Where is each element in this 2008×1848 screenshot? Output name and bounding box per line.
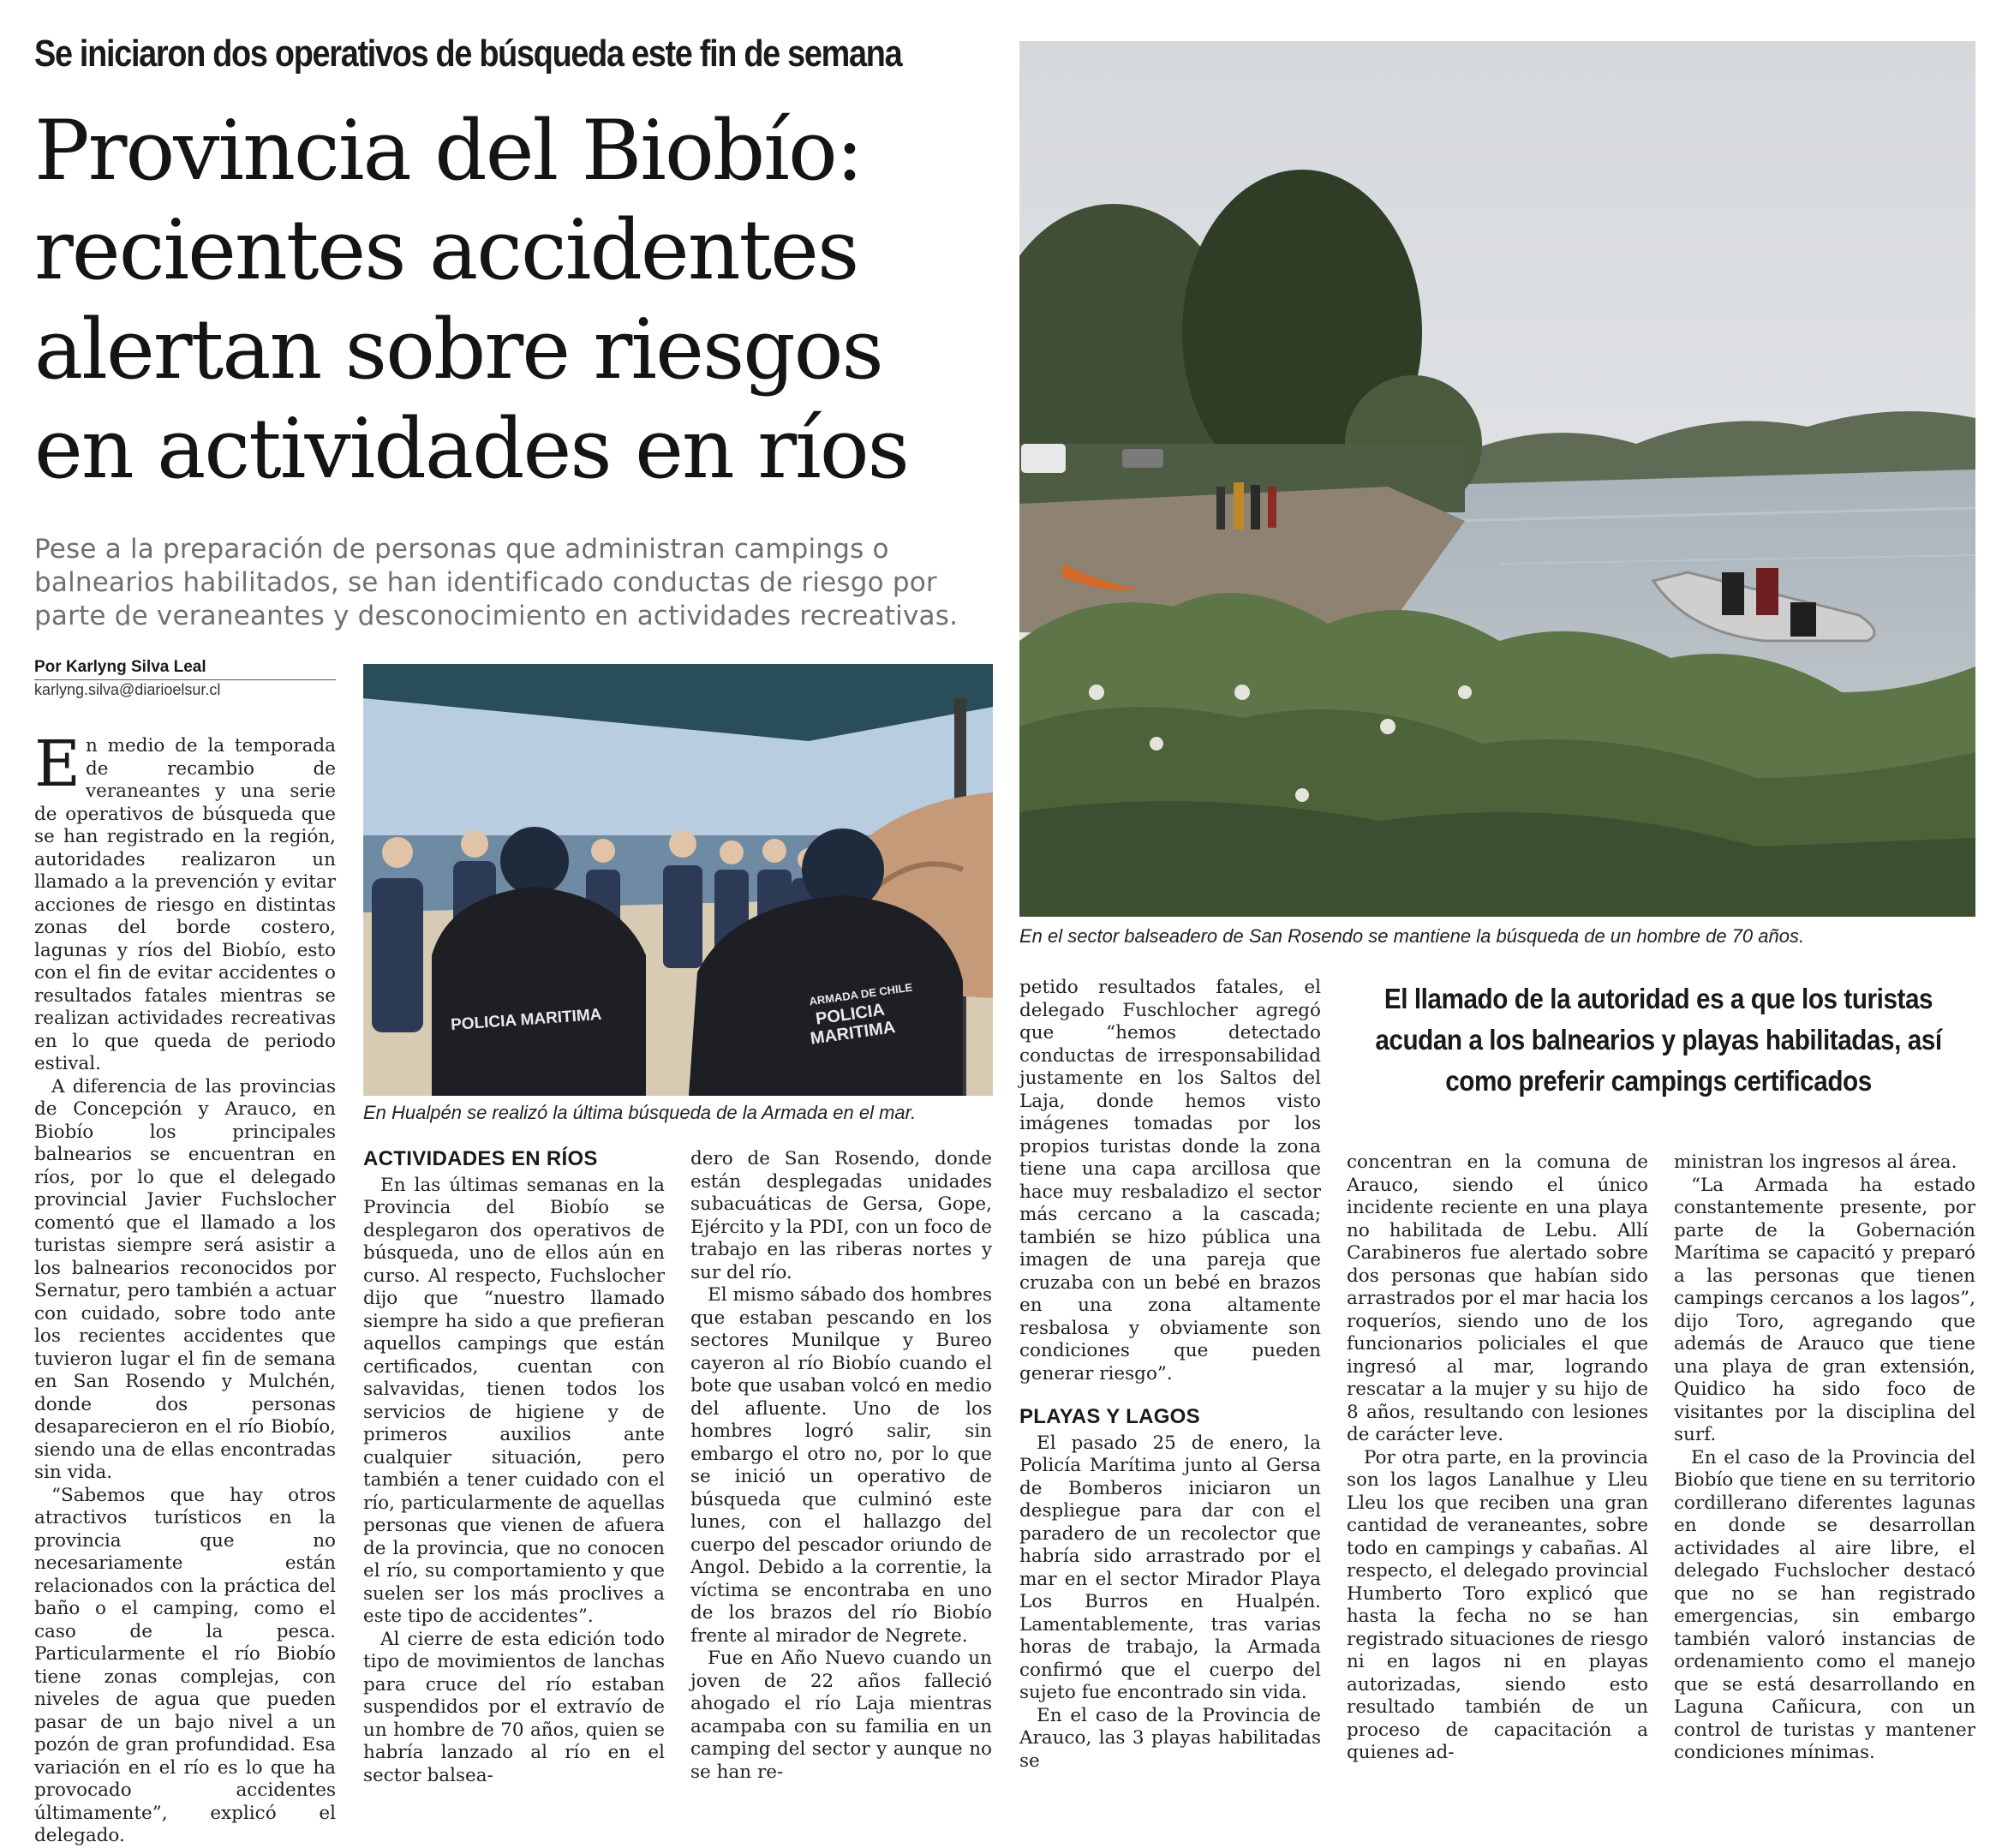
paragraph: El pasado 25 de enero, la Policía Marítima junto al Gersa de Bomberos iniciaron un despliegue para dar con el paradero de un recolector que habría sido arrastrado por el mar en el sector Mirador Playa Los Burros en Hualpén. Lamentablemente, tras varias horas de trabajo, la Armada confirmó que el cuerpo del sujeto fue encontrado sin vida. bbox=[1019, 1432, 1321, 1703]
paragraph bbox=[34, 727, 336, 1076]
paragraph: En el caso de la Provincia del Biobío que tiene en su territorio cordillerano diferentes lagunas en donde se desarrollan actividades al aire libre, el delegado Fuchslocher destacó que no se han registrado emergencias, sin embargo también valoró instancias de ordenamiento como el manejo que se está desarrollando en Laguna Cañicura, con un control de turistas y mantener condiciones mínimas. bbox=[1674, 1446, 1975, 1763]
byline: Por Karlyng Silva Leal bbox=[34, 658, 206, 676]
river-photo-illustration bbox=[1019, 41, 1975, 917]
vest-label-right-small: ARMADA DE CHILE bbox=[808, 980, 914, 1008]
paragraph: “La Armada ha estado constantemente presente, por parte de la Gobernación Marítima se capacitó y preparó a las personas que tienen campings cercanos a los lagos”, dijo Toro, agregando que además de Arauco que tiene una playa de gran extensión, Quidico ha sido foco de visitantes por la disciplina del surf. bbox=[1674, 1174, 1975, 1445]
column-5 bbox=[1347, 1151, 1648, 1765]
main-photo-caption: En el sector balseadero de San Rosendo se mantiene la búsqueda de un hombre de 70 años. bbox=[1019, 925, 1805, 947]
column-3 bbox=[690, 1148, 992, 1784]
paragraph: El mismo sábado dos hombres que estaban pescando en los sectores Munilque y Bureo cayeron al río Biobío cuando el bote que usaban volcó en medio del afluente. Uno de los hombres logró salir, sin embargo el otro no, por lo que se inició un operativo de búsqueda que culminó este lunes, con el hallazgo del cuerpo del pescador oriundo de Angol. Debido a la correntie, la víctima se encontraba en uno de los brazos del río Biobío frente al mirador de Negrete. bbox=[690, 1284, 992, 1647]
kicker: Se iniciaron dos operativos de búsqueda este fin de semana bbox=[34, 33, 902, 75]
paragraph: Al cierre de esta edición todo tipo de movimientos de lanchas para cruce del río estaban suspendidos por el extravío de un hombre de 70 años, quien se habría lanzado al río en el sector balsea- bbox=[363, 1628, 665, 1786]
subheading-playas: PLAYAS Y LAGOS bbox=[1019, 1405, 1200, 1428]
river-photo bbox=[1019, 41, 1975, 917]
paragraph: A diferencia de las provincias de Concepción y Arauco, en Biobío los principales balnearios se encuentran en ríos, por lo que el delegado provincial Javier Fuchslocher comentó que el llamado a los turistas siempre será asistir a los balnearios reconocidos por Sernatur, pero también a actuar con cuidado, sobre todo ante los recientes accidentes que tuvieron lugar el fin de semana en San Rosendo y Mulchén, donde dos personas desaparecieron en el río Biobío, siendo una de ellas encontradas sin vida. bbox=[34, 1075, 336, 1483]
second-photo-caption: En Hualpén se realizó la última búsqueda de la Armada en el mar. bbox=[363, 1102, 917, 1123]
pull-quote: El llamado de la autoridad es a que los turistas acudan a los balnearios y playas habilitadas, así como preferir campings certificados bbox=[1375, 983, 1942, 1097]
column-6 bbox=[1674, 1151, 1975, 1765]
paragraph: Por otra parte, en la provincia son los lagos Lanalhue y Lleu Lleu los que reciben una gran cantidad de veraneantes, sobre todo en campings y cabañas. Al respecto, el delegado provincial Humberto Toro explicó que hasta la fecha no se han registrado situaciones de riesgo ni en lagos ni en playas autorizadas, siendo esto resultado también de un proceso de capacitación a quienes ad- bbox=[1347, 1446, 1648, 1763]
column-4 bbox=[1019, 977, 1321, 1773]
deck: Pese a la preparación de personas que administran campings o balnearios habilitados, se han identificado conductas de riesgo por parte de veraneantes y desconocimiento en actividades recreativas. bbox=[34, 534, 959, 631]
paragraph: ministran los ingresos al área. bbox=[1674, 1151, 1957, 1173]
paragraph: En las últimas semanas en la Provincia del Biobío se desplegaron dos operativos de búsqueda, uno de ellos aún en curso. Al respecto, Fuchslocher dijo que “nuestro llamado siempre ha sido a que prefieran aquellos campings que están certificados, cuentan con salvavidas, tienen todos los servicios de higiene y de primeros auxilios ante cualquier situación, pero también a tener cuidado con el río, particularmente de aquellas personas que vienen de afuera de la provincia, que no conocen el río, su comportamiento y que suelen ser los más proclives a este tipo de accidentes”. bbox=[363, 1174, 665, 1627]
paragraph: “Sabemos que hay otros atractivos turísticos en la provincia que no necesariamente están relacionados con la práctica del baño o el camping, como el caso de la pesca. Particularmente el río Biobío tiene zonas complejas, con niveles de agua que pueden pasar de un bajo nivel a un pozón de gran profundidad. Esa variación en el río es lo que ha provocado accidentes últimamente”, explicó el delegado. bbox=[34, 1484, 336, 1846]
subheading-rios: ACTIVIDADES EN RÍOS bbox=[363, 1147, 598, 1170]
drop-cap: E bbox=[34, 727, 81, 801]
headline-line: Provincia del Biobío: bbox=[34, 103, 863, 199]
headline-line: alertan sobre riesgos bbox=[34, 302, 882, 398]
paragraph: dero de San Rosendo, donde están desplegadas unidades subacuáticas de Gersa, Gope, Ejército y la PDI, con un foco de trabajo en las riberas nortes y sur del río. bbox=[690, 1148, 992, 1283]
headline bbox=[34, 101, 994, 499]
vest-label-left: POLICIA MARITIMA bbox=[450, 1005, 603, 1035]
byline-email: karlyng.silva@diarioelsur.cl bbox=[34, 681, 221, 698]
police-photo bbox=[363, 664, 993, 1096]
column-2 bbox=[363, 1148, 665, 1787]
headline-line: recientes accidentes bbox=[34, 202, 858, 298]
column-1 bbox=[34, 727, 336, 1848]
byline-rule bbox=[34, 679, 336, 680]
paragraph: En el caso de la Provincia de Arauco, las 3 playas habilitadas se bbox=[1019, 1704, 1321, 1772]
top-rule bbox=[0, 0, 2008, 3]
headline-line: en actividades en ríos bbox=[34, 401, 908, 497]
paragraph: petido resultados fatales, el delegado Fuschlocher agregó que “hemos detectado conductas de irresponsabilidad justamente en los Saltos del Laja, donde hemos visto imágenes tomadas por los propios turistas donde la zona tiene una capa arcillosa que hace muy resbaladizo el sector más cercano a la cascada; también se hizo pública una imagen de una pareja que cruzaba con un bebé en brazos en una zona altamente resbalosa y obviamente son condiciones que pueden generar riesgo”. bbox=[1019, 977, 1321, 1385]
paragraph: concentran en la comuna de Arauco, siendo el único incidente reciente en una playa no habilitada de Lebu. Allí Carabineros fue alertado sobre dos personas que habían sido arrastrados por el mar hacia los roqueríos, siendo uno de los funcionarios policiales el que ingresó al mar, logrando rescatar a la mujer y su hijo de 8 años, resultando con lesiones de carácter leve. bbox=[1347, 1151, 1648, 1445]
paragraph: Fue en Año Nuevo cuando un joven de 22 años falleció ahogado el río Laja mientras acampaba con su familia en un camping del sector y aunque no se han re- bbox=[690, 1648, 992, 1783]
vest-label-right: POLICIA MARITIMA bbox=[809, 1000, 897, 1049]
paragraph-text: n medio de la temporada de recambio de veraneantes y una serie de operativos de búsqueda que se han registrado en la región, autoridades realizaron un llamado a la prevención y evitar acciones de riesgo en distintas zonas del borde costero, lagunas y ríos del Biobío, esto con el fin de evitar accidentes o resultados fatales mientras se realizan actividades recreativas en lo que queda de periodo estival. bbox=[34, 735, 336, 1074]
